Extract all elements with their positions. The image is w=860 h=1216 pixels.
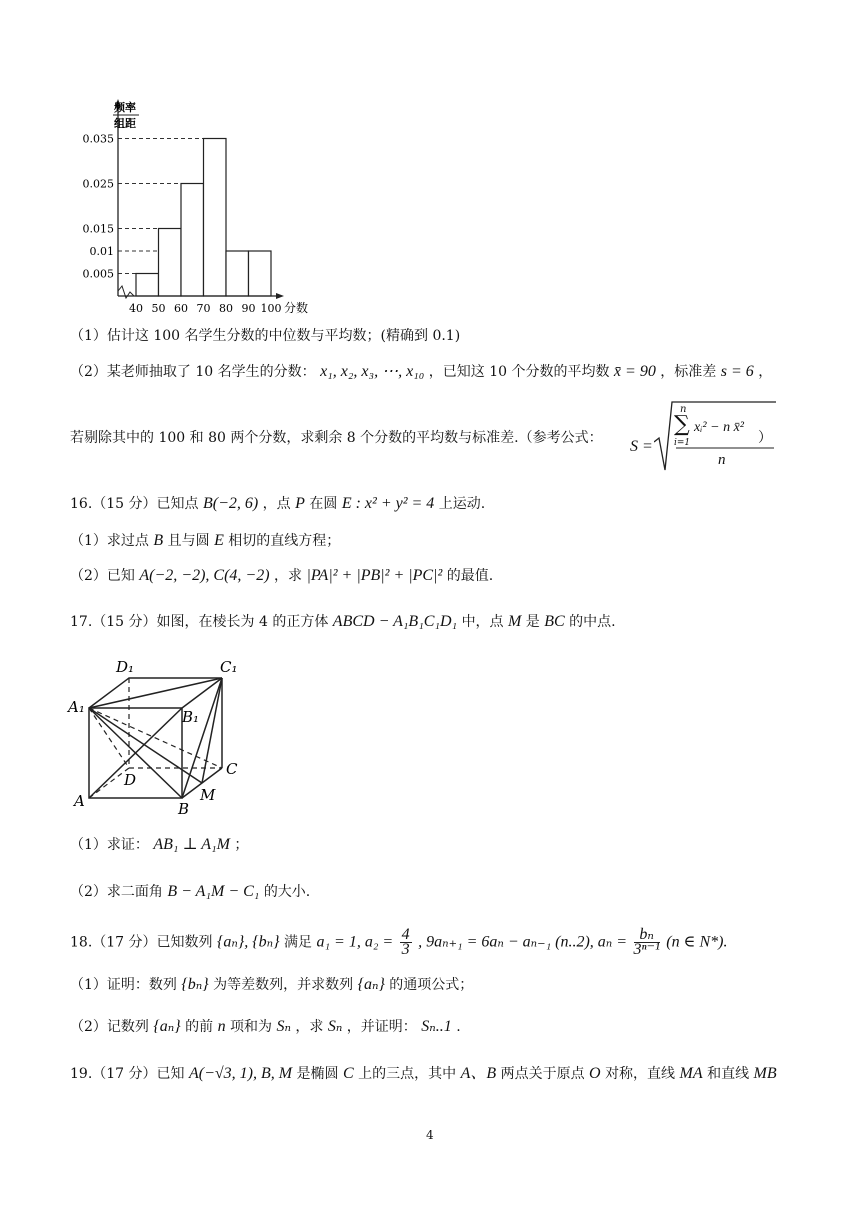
- fraction-4-3: $\frac{4}{3}$: [401, 926, 410, 958]
- histogram-bar: [136, 274, 159, 297]
- x-tick-label: 80: [219, 302, 233, 315]
- q16-stem: 16.（15 分）已知点 B(−2, 6) ，点 P 在圆 E : x² + y² = 4 上运动.: [70, 495, 486, 512]
- y-tick-label: 0.025: [82, 177, 114, 191]
- x-tick-label: 90: [241, 302, 256, 315]
- q16-part2: （2）已知 A(−2, −2), C(4, −2) ，求 |PA|² + |PB|² + |PC|² 的最值.: [70, 567, 494, 584]
- frequency-histogram: [60, 96, 340, 320]
- cube-figure: [64, 652, 254, 820]
- x-tick-label: 60: [174, 302, 188, 315]
- fraction-bn: $\frac{\text{bₙ}}{\text{3ⁿ⁻¹}}$: [633, 926, 660, 958]
- q15-part1: （1）估计这 100 名学生分数的中位数与平均数；(精确到 0.1): [70, 328, 461, 344]
- label-B: B: [178, 800, 190, 818]
- q18-part1: （1）证明：数列 {bₙ} 为等差数列，并求数列 {aₙ} 的通项公式；: [70, 976, 474, 993]
- q16-part1: （1）求过点 B 且与圆 E 相切的直线方程；: [70, 532, 341, 549]
- histogram-bar: [159, 229, 182, 297]
- q17-part1: （1）求证： AB₁ ⊥ A₁M ；: [70, 836, 249, 853]
- histogram-bar: [181, 184, 204, 297]
- label-A1: A₁: [68, 698, 85, 716]
- page-number: 4: [426, 1128, 434, 1142]
- label-D: D: [124, 771, 137, 789]
- q15-part2-line1: （2）某老师抽取了 10 名学生的分数： x₁, x₂, x₃, ⋯, x₁₀ ，已知这 10 个分数的平均数 x̄ = 90 ，标准差 s = 6 ，: [70, 363, 773, 380]
- y-tick-label: 0.01: [89, 245, 114, 258]
- x-axis-label: 分数: [284, 301, 309, 315]
- x-tick-label: 70: [196, 302, 211, 315]
- edge-AD: [89, 768, 129, 798]
- label-M: M: [200, 786, 216, 804]
- y-tick-label: 0.005: [82, 267, 114, 281]
- q18-stem: 18.（17 分）已知数列 {aₙ}, {bₙ} 满足 a₁ = 1, a₂ = $\frac{4}{3}$ , 9aₙ₊₁ = 6aₙ − aₙ₋₁ (n..2), aₙ = $\frac{\text{bₙ}}{\text{3ⁿ⁻¹}}$ (n ∈ N*).: [70, 926, 728, 958]
- q17-stem: 17.（15 分）如图，在棱长为 4 的正方体 ABCD − A₁B₁C₁D₁ 中，点 M 是 BC 的中点.: [70, 613, 616, 630]
- x-tick-label: 40: [129, 302, 143, 315]
- y-tick-label: 0.015: [82, 222, 114, 236]
- x-axis-arrow: [276, 293, 284, 299]
- label-A: A: [74, 792, 85, 810]
- q15-part2-line2: 若剔除其中的 100 和 80 两个分数，求剩余 8 个分数的平均数与标准差.（参考公式：: [70, 430, 603, 446]
- histogram-bar: [249, 251, 272, 296]
- std-dev-formula: S = n ∑ i=1 xᵢ² − n x̄² n ）: [628, 398, 778, 478]
- histogram-bar: [204, 139, 227, 297]
- q19-stem: 19.（17 分）已知 A(−√3, 1), B, M 是椭圆 C 上的三点，其中 A、B 两点关于原点 O 对称，直线 MA 和直线 MB: [70, 1065, 777, 1082]
- histogram-bar: [226, 251, 249, 296]
- label-B1: B₁: [182, 708, 200, 726]
- q17-part2: （2）求二面角 B − A₁M − C₁ 的大小.: [70, 883, 311, 900]
- q18-part2: （2）记数列 {aₙ} 的前 n 项和为 Sₙ ，求 Sₙ ，并证明： Sₙ..1 .: [70, 1018, 461, 1035]
- label-C1: C₁: [220, 658, 238, 676]
- x-tick-label: 100: [260, 302, 282, 315]
- y-axis-label-top: 频率: [114, 101, 136, 114]
- x-tick-label: 50: [151, 302, 166, 315]
- y-axis-label-bottom: 组距: [114, 117, 136, 130]
- y-tick-label: 0.035: [82, 132, 114, 146]
- label-C: C: [226, 760, 238, 778]
- label-D1: D₁: [116, 658, 135, 676]
